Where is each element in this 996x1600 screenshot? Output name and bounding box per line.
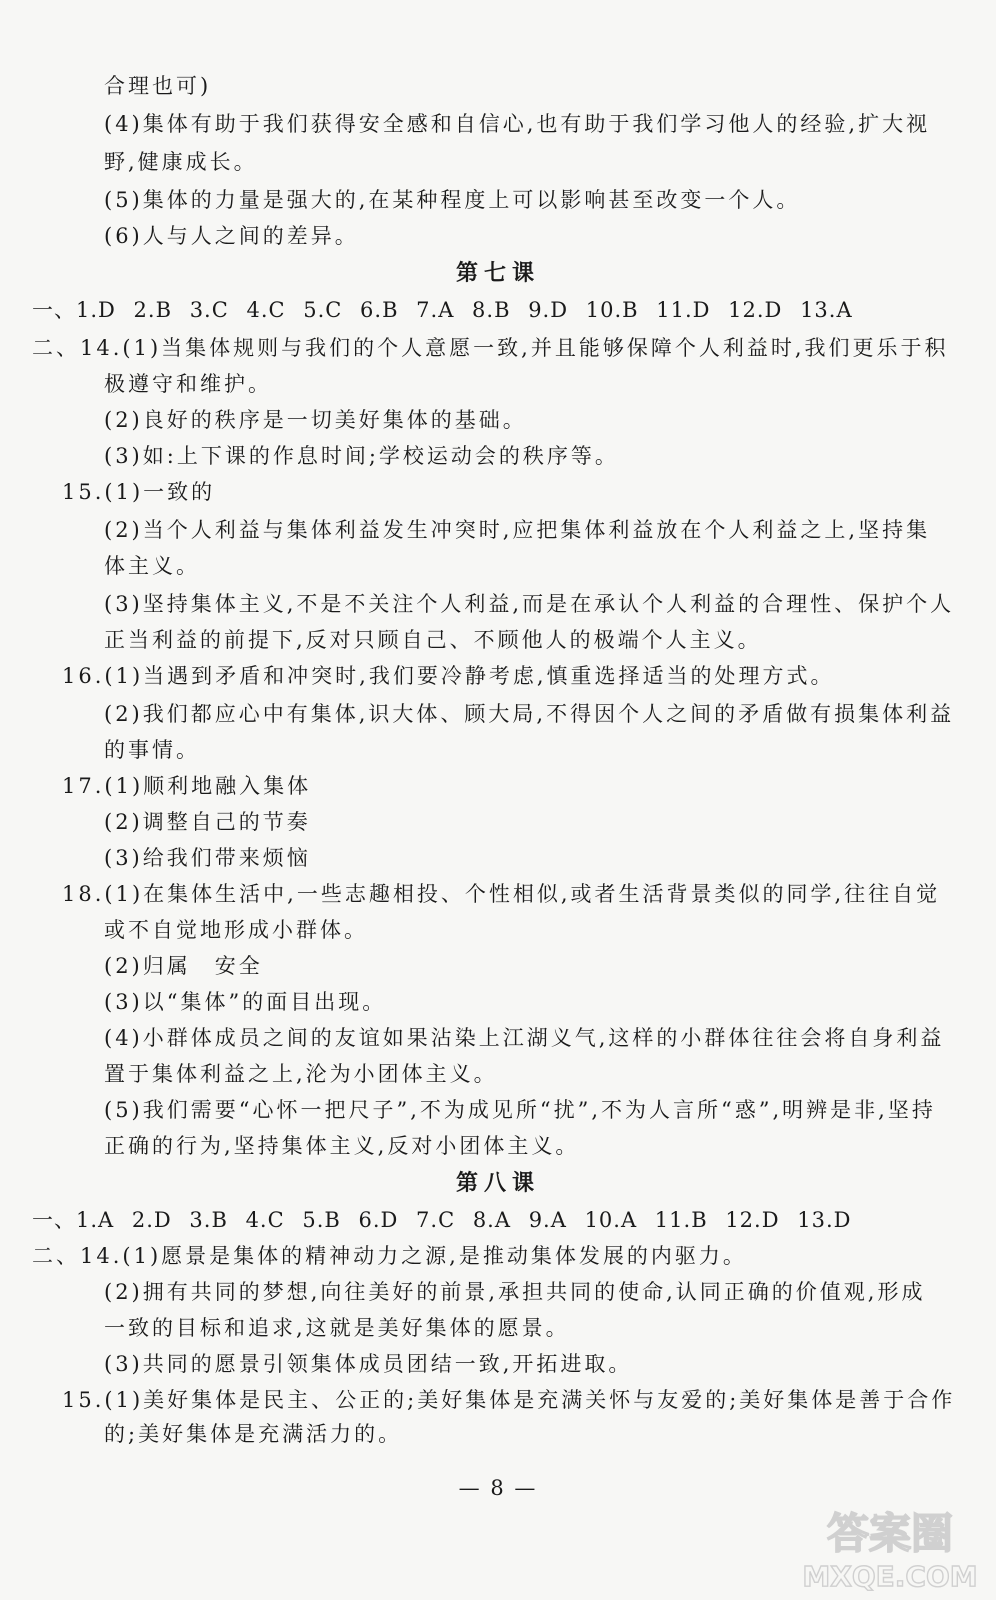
text-line: 正确的行为,坚持集体主义,反对小团体主义。 <box>104 1134 580 1158</box>
text-line: (4)小群体成员之间的友谊如果沾染上江湖义气,这样的小群体往往会将自身利益 <box>104 1026 945 1050</box>
watermark-text-cn: 答案圈 <box>826 1509 954 1558</box>
text-line: (2)调整自己的节奏 <box>104 810 311 834</box>
text-line: (2)良好的秩序是一切美好集体的基础。 <box>104 408 527 432</box>
text-line: 18.(1)在集体生活中,一些志趣相投、个性相似,或者生活背景类似的同学,往往自觉 <box>62 882 941 906</box>
text-line: (2)我们都应心中有集体,识大体、顾大局,不得因个人之间的矛盾做有损集体利益 <box>104 702 955 726</box>
text-line: 正当利益的前提下,反对只顾自己、不顾他人的极端个人主义。 <box>104 628 762 652</box>
text-line: 一致的目标和追求,这就是美好集体的愿景。 <box>104 1316 570 1340</box>
text-line: 16.(1)当遇到矛盾和冲突时,我们要冷静考虑,慎重选择适当的处理方式。 <box>62 664 835 688</box>
lesson-title: 第七课 <box>455 260 540 286</box>
multiple-choice-answers: 一、1.A 2.D 3.B 4.C 5.B 6.D 7.C 8.A 9.A 10.A 11.B 12.D 13.D <box>32 1208 852 1232</box>
text-line: 的;美好集体是充满活力的。 <box>104 1422 403 1446</box>
watermark-text-en: MXQE.COM <box>802 1560 978 1593</box>
text-line: 体主义。 <box>104 554 200 578</box>
text-line: (2)归属 安全 <box>104 954 263 978</box>
lesson-title: 第八课 <box>455 1170 540 1196</box>
text-line: (5)我们需要“心怀一把尺子”,不为成见所“扰”,不为人言所“惑”,明辨是非,坚持 <box>104 1098 936 1122</box>
text-line: 二、14.(1)愿景是集体的精神动力之源,是推动集体发展的内驱力。 <box>32 1244 747 1268</box>
text-line: (3)给我们带来烦恼 <box>104 846 311 870</box>
text-line: 15.(1)美好集体是民主、公正的;美好集体是充满关怀与友爱的;美好集体是善于合作 <box>62 1388 956 1412</box>
text-line: (5)集体的力量是强大的,在某种程度上可以影响甚至改变一个人。 <box>104 188 801 212</box>
text-line: 17.(1)顺利地融入集体 <box>62 774 312 798</box>
text-line: (4)集体有助于我们获得安全感和自信心,也有助于我们学习他人的经验,扩大视 <box>104 112 931 136</box>
text-line: 野,健康成长。 <box>104 150 258 174</box>
text-line: (3)以“集体”的面目出现。 <box>104 990 387 1014</box>
multiple-choice-answers: 一、1.D 2.B 3.C 4.C 5.C 6.B 7.A 8.B 9.D 10.B 11.D 12.D 13.A <box>32 298 853 322</box>
page-number: — 8 — <box>458 1476 538 1500</box>
text-line: (6)人与人之间的差异。 <box>104 224 359 248</box>
text-line: 置于集体利益之上,沦为小团体主义。 <box>104 1062 498 1086</box>
text-line: 的事情。 <box>104 738 200 762</box>
text-line: 极遵守和维护。 <box>104 372 272 396</box>
text-line: (3)共同的愿景引领集体成员团结一致,开拓进取。 <box>104 1352 633 1376</box>
text-line: (2)拥有共同的梦想,向往美好的前景,承担共同的使命,认同正确的价值观,形成 <box>104 1280 926 1304</box>
text-line: (3)坚持集体主义,不是不关注个人利益,而是在承认个人利益的合理性、保护个人 <box>104 592 955 616</box>
text-line: 或不自觉地形成小群体。 <box>104 918 368 942</box>
text-line: 15.(1)一致的 <box>62 480 216 504</box>
text-line: 合理也可) <box>104 74 212 98</box>
text-line: 二、14.(1)当集体规则与我们的个人意愿一致,并且能够保障个人利益时,我们更乐于积 <box>32 336 949 360</box>
text-line: (3)如:上下课的作息时间;学校运动会的秩序等。 <box>104 444 619 468</box>
text-line: (2)当个人利益与集体利益发生冲突时,应把集体利益放在个人利益之上,坚持集 <box>104 518 931 542</box>
watermark-logo <box>790 1500 990 1596</box>
